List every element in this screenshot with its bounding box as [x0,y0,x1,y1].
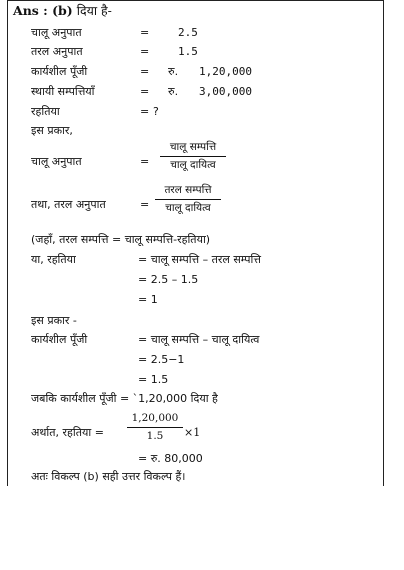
given-label-fixed-assets: स्थायी सम्पत्तियाँ [31,85,95,98]
result-multiplier: ×1 [184,426,201,439]
current-ratio-fraction [160,141,226,172]
given-label-working-capital: कार्यशील पूँजी [31,65,88,78]
thus2-text: इस प्रकार - [31,314,77,327]
current-ratio-denominator: चालू दायित्व [170,159,216,171]
given-eq-4: = [140,105,150,118]
result-numerator: 1,20,000 [131,412,179,424]
current-ratio-eq: = [140,155,150,168]
wc-line-2: = 2.5−1 [138,353,185,366]
given-eq-3: = [140,85,150,98]
wc-line-3: = 1.5 [138,373,169,386]
current-ratio-label: चालू अनुपात [31,155,82,168]
stock-line-2: = 2.5 – 1.5 [138,273,199,286]
stock-line-1: = चालू सम्पत्ति – तरल सम्पत्ति [138,253,262,266]
answer-heading [13,4,112,18]
liquid-ratio-eq: = [140,198,150,211]
stock-label: या, रहतिया [31,253,76,266]
where-note: (जहाँ, तरल सम्पत्ति = चालू सम्पत्ति-रहतिया) [31,233,211,246]
fraction-bar [160,156,226,157]
fraction-bar [155,199,221,200]
liquid-ratio-numerator: तरल सम्पत्ति [164,184,212,196]
stock-line-3: = 1 [138,293,158,306]
liquid-ratio-fraction [155,184,221,215]
given-value-stock: ? [153,105,159,118]
given-label: दिया है- [76,3,112,18]
given-label-stock: रहतिया [31,105,60,118]
result-denominator: 1.5 [146,430,164,442]
thus-text: इस प्रकार, [31,124,73,137]
given-prefix-fixed-assets: रु. [168,85,179,98]
given-eq-2: = [140,65,150,78]
liquid-ratio-label: तथा, तरल अनुपात [31,198,106,211]
conclusion-text: अतः विकल्प (b) सही उत्तर विकल्प हैं। [31,470,186,483]
given-value-current-ratio: 2.5 [178,26,198,39]
given-value-liquid-ratio: 1.5 [178,45,198,58]
wc-label: कार्यशील पूँजी [31,333,88,346]
given-eq-1: = [140,45,150,58]
result-label: अर्थात, रहतिया = [31,426,104,439]
whereas-text: जबकि कार्यशील पूँजी = `1,20,000 दिया है [31,392,218,405]
fraction-bar [127,427,183,428]
answer-label: Ans : (b) [13,3,73,18]
liquid-ratio-denominator: चालू दायित्व [165,202,211,214]
wc-line-1: = चालू सम्पत्ति – चालू दायित्व [138,333,260,346]
result-fraction [127,412,183,443]
given-eq-0: = [140,26,150,39]
current-ratio-numerator: चालू सम्पत्ति [169,141,217,153]
given-label-current-ratio: चालू अनुपात [31,26,82,39]
given-prefix-working-capital: रु. [168,65,179,78]
given-label-liquid-ratio: तरल अनुपात [31,45,83,58]
given-value-working-capital: 1,20,000 [199,65,252,78]
given-value-fixed-assets: 3,00,000 [199,85,252,98]
result-line-2: = रु. 80,000 [138,452,203,465]
